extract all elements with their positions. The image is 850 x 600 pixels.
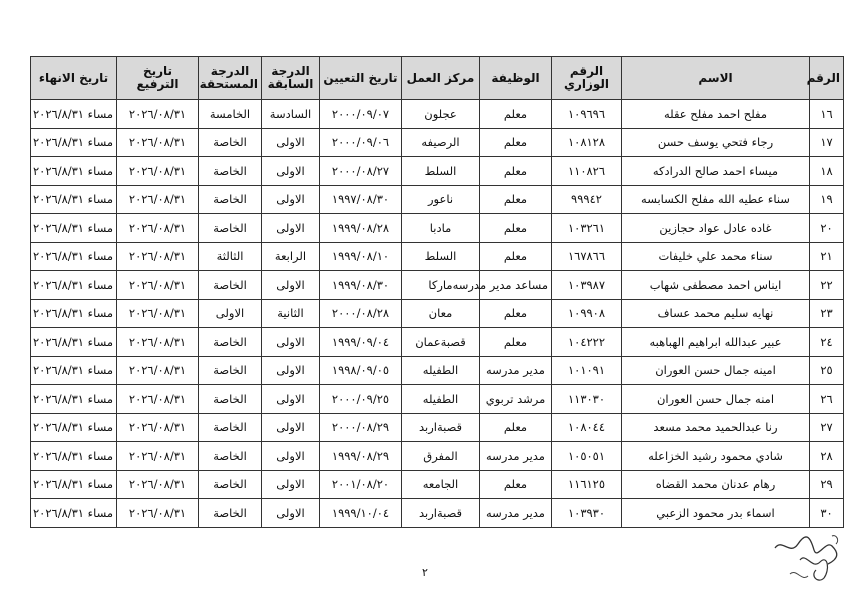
cell-job: معلم: [480, 299, 552, 328]
cell-job: معلم: [480, 185, 552, 214]
cell-workplace: الطفيله: [402, 385, 480, 414]
header-ministry-no: الرقم الوزاري: [552, 57, 622, 100]
cell-promo-date: ٢٠٢٦/٠٨/٣١: [117, 470, 199, 499]
header-promo-date: تاريخ الترفيع: [117, 57, 199, 100]
cell-promo-date: ٢٠٢٦/٠٨/٣١: [117, 100, 199, 129]
cell-due-grade: الخاصة: [199, 499, 262, 528]
cell-due-grade: الثالثة: [199, 242, 262, 271]
cell-job: مرشد تربوي: [480, 385, 552, 414]
cell-promo-date: ٢٠٢٦/٠٨/٣١: [117, 356, 199, 385]
cell-num: ١٩: [810, 185, 844, 214]
cell-job: معلم: [480, 328, 552, 357]
cell-name: نهايه سليم محمد عساف: [622, 299, 810, 328]
cell-appoint-date: ١٩٩٩/١٠/٠٤: [320, 499, 402, 528]
header-prev-grade: الدرجة السابقة: [262, 57, 320, 100]
cell-promo-date: ٢٠٢٦/٠٨/٣١: [117, 328, 199, 357]
header-job: الوظيفة: [480, 57, 552, 100]
cell-ministry-no: ١٠٣٩٨٧: [552, 271, 622, 300]
cell-end-date: مساء ٢٠٢٦/٨/٣١: [31, 328, 117, 357]
handwritten-signature: [770, 530, 845, 590]
cell-appoint-date: ٢٠٠٠/٠٩/٠٧: [320, 100, 402, 129]
cell-name: رنا عبدالحميد محمد مسعد: [622, 413, 810, 442]
cell-workplace: ماركا: [402, 271, 480, 300]
cell-end-date: مساء ٢٠٢٦/٨/٣١: [31, 157, 117, 186]
cell-job: معلم: [480, 128, 552, 157]
cell-job: مدير مدرسه: [480, 356, 552, 385]
table-row: [31, 499, 844, 528]
cell-end-date: مساء ٢٠٢٦/٨/٣١: [31, 100, 117, 129]
cell-end-date: مساء ٢٠٢٦/٨/٣١: [31, 271, 117, 300]
cell-due-grade: الخاصة: [199, 413, 262, 442]
cell-job: معلم: [480, 214, 552, 243]
page-number: ٢: [422, 566, 428, 579]
header-workplace: مركز العمل: [402, 57, 480, 100]
cell-appoint-date: ٢٠٠٠/٠٩/٠٦: [320, 128, 402, 157]
cell-name: شادي محمود رشيد الخزاعله: [622, 442, 810, 471]
cell-prev-grade: الاولى: [262, 442, 320, 471]
cell-num: ١٦: [810, 100, 844, 129]
table-row: [31, 242, 844, 271]
cell-due-grade: الخاصة: [199, 128, 262, 157]
cell-promo-date: ٢٠٢٦/٠٨/٣١: [117, 214, 199, 243]
cell-prev-grade: الاولى: [262, 470, 320, 499]
table-row: [31, 328, 844, 357]
cell-prev-grade: الثانية: [262, 299, 320, 328]
cell-num: ٢٥: [810, 356, 844, 385]
cell-job: مدير مدرسه: [480, 499, 552, 528]
cell-num: ٢٠: [810, 214, 844, 243]
table-row: [31, 356, 844, 385]
cell-num: ١٨: [810, 157, 844, 186]
cell-promo-date: ٢٠٢٦/٠٨/٣١: [117, 128, 199, 157]
cell-due-grade: الخاصة: [199, 271, 262, 300]
cell-promo-date: ٢٠٢٦/٠٨/٣١: [117, 157, 199, 186]
cell-ministry-no: ١٠٣٩٣٠: [552, 499, 622, 528]
cell-num: ٢٨: [810, 442, 844, 471]
cell-appoint-date: ١٩٩٨/٠٩/٠٥: [320, 356, 402, 385]
cell-workplace: قصبةاربد: [402, 413, 480, 442]
cell-job: معلم: [480, 100, 552, 129]
cell-promo-date: ٢٠٢٦/٠٨/٣١: [117, 413, 199, 442]
table-row: [31, 128, 844, 157]
cell-num: ٣٠: [810, 499, 844, 528]
cell-ministry-no: ١٠٨١٢٨: [552, 128, 622, 157]
cell-appoint-date: ١٩٩٩/٠٨/٢٨: [320, 214, 402, 243]
cell-workplace: ناعور: [402, 185, 480, 214]
cell-ministry-no: ١٠٩٩٠٨: [552, 299, 622, 328]
cell-prev-grade: الاولى: [262, 157, 320, 186]
cell-workplace: مادبا: [402, 214, 480, 243]
header-name: الاسم: [622, 57, 810, 100]
cell-due-grade: الخاصة: [199, 157, 262, 186]
cell-appoint-date: ١٩٩٩/٠٩/٠٤: [320, 328, 402, 357]
cell-num: ٢٧: [810, 413, 844, 442]
cell-promo-date: ٢٠٢٦/٠٨/٣١: [117, 242, 199, 271]
cell-due-grade: الخاصة: [199, 214, 262, 243]
cell-num: ٢٤: [810, 328, 844, 357]
cell-appoint-date: ١٩٩٧/٠٨/٣٠: [320, 185, 402, 214]
table-row: [31, 271, 844, 300]
cell-prev-grade: السادسة: [262, 100, 320, 129]
cell-ministry-no: ١١٣٠٣٠: [552, 385, 622, 414]
cell-num: ٢٣: [810, 299, 844, 328]
cell-prev-grade: الاولى: [262, 328, 320, 357]
cell-prev-grade: الاولى: [262, 413, 320, 442]
cell-job: معلم: [480, 157, 552, 186]
cell-end-date: مساء ٢٠٢٦/٨/٣١: [31, 356, 117, 385]
cell-end-date: مساء ٢٠٢٦/٨/٣١: [31, 299, 117, 328]
cell-ministry-no: ١١٦١٢٥: [552, 470, 622, 499]
cell-appoint-date: ٢٠٠٠/٠٨/٢٩: [320, 413, 402, 442]
cell-name: غاده عادل عواد حجازين: [622, 214, 810, 243]
table-row: [31, 470, 844, 499]
cell-name: ايناس احمد مصطفى شهاب: [622, 271, 810, 300]
cell-name: امينه جمال حسن العوران: [622, 356, 810, 385]
cell-ministry-no: ١٠٨٠٤٤: [552, 413, 622, 442]
cell-num: ٢٩: [810, 470, 844, 499]
cell-ministry-no: ١٦٧٨٦٦: [552, 242, 622, 271]
header-end-date: تاريخ الانهاء: [31, 57, 117, 100]
cell-workplace: المفرق: [402, 442, 480, 471]
cell-workplace: السلط: [402, 242, 480, 271]
cell-end-date: مساء ٢٠٢٦/٨/٣١: [31, 214, 117, 243]
cell-due-grade: الخاصة: [199, 328, 262, 357]
cell-ministry-no: ١٠٩٦٩٦: [552, 100, 622, 129]
cell-ministry-no: ١٠٣٢٦١: [552, 214, 622, 243]
cell-due-grade: الخاصة: [199, 185, 262, 214]
cell-prev-grade: الرابعة: [262, 242, 320, 271]
table-row: [31, 385, 844, 414]
cell-due-grade: الخاصة: [199, 470, 262, 499]
cell-end-date: مساء ٢٠٢٦/٨/٣١: [31, 185, 117, 214]
cell-promo-date: ٢٠٢٦/٠٨/٣١: [117, 442, 199, 471]
cell-promo-date: ٢٠٢٦/٠٨/٣١: [117, 385, 199, 414]
cell-appoint-date: ٢٠٠٠/٠٨/٢٧: [320, 157, 402, 186]
table-row: [31, 100, 844, 129]
cell-appoint-date: ١٩٩٩/٠٨/١٠: [320, 242, 402, 271]
header-row: [31, 57, 844, 100]
table-row: [31, 185, 844, 214]
cell-end-date: مساء ٢٠٢٦/٨/٣١: [31, 385, 117, 414]
cell-workplace: عجلون: [402, 100, 480, 129]
cell-job: معلم: [480, 242, 552, 271]
cell-end-date: مساء ٢٠٢٦/٨/٣١: [31, 128, 117, 157]
employees-table: [30, 56, 844, 528]
cell-prev-grade: الاولى: [262, 385, 320, 414]
cell-due-grade: الخاصة: [199, 356, 262, 385]
cell-appoint-date: ١٩٩٩/٠٨/٢٩: [320, 442, 402, 471]
cell-end-date: مساء ٢٠٢٦/٨/٣١: [31, 499, 117, 528]
cell-name: مفلح احمد مفلح عقله: [622, 100, 810, 129]
cell-end-date: مساء ٢٠٢٦/٨/٣١: [31, 470, 117, 499]
cell-prev-grade: الاولى: [262, 499, 320, 528]
header-appoint-date: تاريخ التعيين: [320, 57, 402, 100]
cell-appoint-date: ٢٠٠٠/٠٩/٢٥: [320, 385, 402, 414]
cell-ministry-no: ١٠٥٠٥١: [552, 442, 622, 471]
cell-workplace: الرصيفه: [402, 128, 480, 157]
header-due-grade: الدرجة المستحقة: [199, 57, 262, 100]
cell-prev-grade: الاولى: [262, 271, 320, 300]
cell-workplace: معان: [402, 299, 480, 328]
table-body: [31, 100, 844, 528]
cell-due-grade: الاولى: [199, 299, 262, 328]
table-row: [31, 157, 844, 186]
cell-prev-grade: الاولى: [262, 185, 320, 214]
cell-name: سناء محمد علي خليفات: [622, 242, 810, 271]
cell-name: ميساء احمد صالح الدرادكه: [622, 157, 810, 186]
cell-name: رجاء فتحي يوسف حسن: [622, 128, 810, 157]
table-row: [31, 442, 844, 471]
table-row: [31, 214, 844, 243]
table-row: [31, 413, 844, 442]
cell-ministry-no: ١٠٤٢٢٢: [552, 328, 622, 357]
cell-num: ١٧: [810, 128, 844, 157]
cell-promo-date: ٢٠٢٦/٠٨/٣١: [117, 185, 199, 214]
cell-promo-date: ٢٠٢٦/٠٨/٣١: [117, 299, 199, 328]
cell-workplace: قصبةعمان: [402, 328, 480, 357]
cell-job: مساعد مدير مدرسه: [480, 271, 552, 300]
cell-name: امنه جمال حسن العوران: [622, 385, 810, 414]
header-num: الرقم: [810, 57, 844, 100]
cell-appoint-date: ٢٠٠٠/٠٨/٢٨: [320, 299, 402, 328]
cell-name: اسماء بدر محمود الزعبي: [622, 499, 810, 528]
cell-end-date: مساء ٢٠٢٦/٨/٣١: [31, 413, 117, 442]
cell-ministry-no: ٩٩٩٤٢: [552, 185, 622, 214]
cell-num: ٢٦: [810, 385, 844, 414]
cell-name: سناء عطيه الله مفلح الكسابسه: [622, 185, 810, 214]
cell-prev-grade: الاولى: [262, 356, 320, 385]
cell-num: ٢١: [810, 242, 844, 271]
cell-job: معلم: [480, 413, 552, 442]
cell-num: ٢٢: [810, 271, 844, 300]
cell-workplace: قصبةاربد: [402, 499, 480, 528]
cell-due-grade: الخاصة: [199, 385, 262, 414]
cell-appoint-date: ١٩٩٩/٠٨/٣٠: [320, 271, 402, 300]
cell-workplace: الجامعه: [402, 470, 480, 499]
cell-ministry-no: ١١٠٨٢٦: [552, 157, 622, 186]
cell-due-grade: الخاصة: [199, 442, 262, 471]
cell-promo-date: ٢٠٢٦/٠٨/٣١: [117, 271, 199, 300]
cell-end-date: مساء ٢٠٢٦/٨/٣١: [31, 442, 117, 471]
cell-job: مدير مدرسه: [480, 442, 552, 471]
cell-end-date: مساء ٢٠٢٦/٨/٣١: [31, 242, 117, 271]
cell-workplace: الطفيله: [402, 356, 480, 385]
cell-name: رهام عدنان محمد القضاه: [622, 470, 810, 499]
cell-prev-grade: الاولى: [262, 128, 320, 157]
cell-workplace: السلط: [402, 157, 480, 186]
table-row: [31, 299, 844, 328]
cell-due-grade: الخامسة: [199, 100, 262, 129]
cell-promo-date: ٢٠٢٦/٠٨/٣١: [117, 499, 199, 528]
cell-name: عبير عبدالله ابراهيم الهباهبه: [622, 328, 810, 357]
cell-appoint-date: ٢٠٠١/٠٨/٢٠: [320, 470, 402, 499]
cell-ministry-no: ١٠١٠٩١: [552, 356, 622, 385]
cell-job: معلم: [480, 470, 552, 499]
cell-prev-grade: الاولى: [262, 214, 320, 243]
